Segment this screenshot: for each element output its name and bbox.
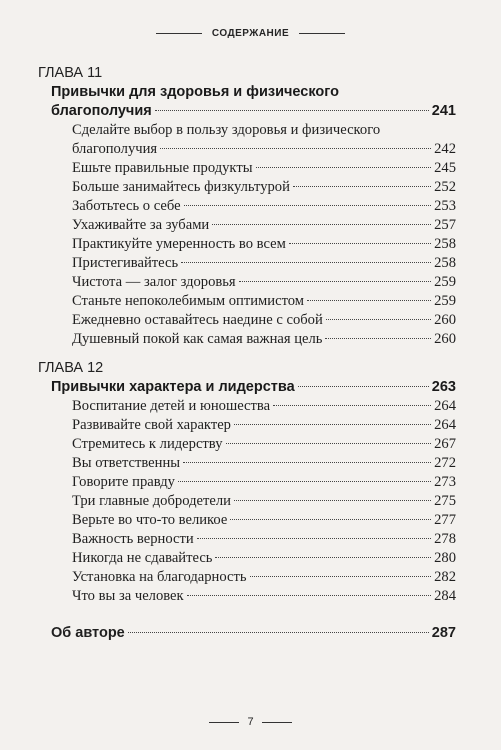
toc-entry[interactable]: [72, 511, 456, 530]
toc-entry[interactable]: [72, 273, 456, 292]
toc-entry-title: Заботьтесь о себе: [72, 198, 181, 214]
chapter-12-title[interactable]: [51, 378, 456, 397]
toc-entry-page: 253: [434, 198, 456, 214]
leader-dots: [181, 262, 431, 263]
footer-rule-left: [209, 722, 239, 723]
chapter-11-page: 241: [431, 103, 456, 119]
toc-entry[interactable]: [72, 235, 456, 254]
toc-entry-title: Верьте во что-то великое: [72, 512, 228, 528]
leader-dots: [293, 186, 431, 187]
toc-entry-page: 275: [434, 493, 456, 509]
toc-entry-title: Стремитесь к лидерству: [72, 436, 223, 452]
chapter-11-title[interactable]: [51, 83, 456, 121]
toc-entry-page: 284: [434, 588, 456, 604]
chapter-11-title-line2: благополучия: [51, 103, 152, 119]
toc-entry-title: Ухаживайте за зубами: [72, 217, 210, 233]
chapter-11-title-line1: Привычки для здоровья и физического: [51, 84, 339, 100]
toc-entry-title: благополучия: [72, 141, 158, 157]
toc-entry-page: 272: [434, 455, 456, 471]
toc-entry[interactable]: [72, 454, 456, 473]
toc-entry-page: 267: [434, 436, 456, 452]
chapter-11-label: ГЛАВА 11: [38, 65, 103, 81]
toc-entry[interactable]: [72, 530, 456, 549]
leader-dots: [197, 538, 431, 539]
toc-entry-page: 260: [434, 331, 456, 347]
footer-rule-right: [262, 722, 292, 723]
toc-entry-title: Установка на благодарность: [72, 569, 247, 585]
toc-entry-page: 242: [434, 141, 456, 157]
leader-dots: [250, 576, 432, 577]
toc-entry-title: Важность верности: [72, 531, 194, 547]
toc-entry-page: 264: [434, 417, 456, 433]
toc-entry[interactable]: [72, 216, 456, 235]
leader-dots: [273, 405, 431, 406]
toc-entry-page: 282: [434, 569, 456, 585]
toc-entry-title: Чистота — залог здоровья: [72, 274, 236, 290]
toc-entry-title: Три главные добродетели: [72, 493, 231, 509]
toc-entry-page: 278: [434, 531, 456, 547]
leader-dots: [178, 481, 431, 482]
toc-entry-page: 264: [434, 398, 456, 414]
chapter-12-title-text: Привычки характера и лидерства: [51, 379, 295, 395]
toc-entry-page: 260: [434, 312, 456, 328]
toc-entry[interactable]: [72, 435, 456, 454]
toc-entry-page: 259: [434, 274, 456, 290]
toc-entry[interactable]: [72, 254, 456, 273]
running-header: [0, 28, 501, 39]
toc-entry-page: 257: [434, 217, 456, 233]
header-title: СОДЕРЖАНИЕ: [211, 28, 290, 39]
toc-entry[interactable]: [72, 121, 456, 159]
leader-dots: [215, 557, 431, 558]
toc-entry-page: 273: [434, 474, 456, 490]
toc-entry-title: Пристегивайтесь: [72, 255, 179, 271]
toc-entry-page: 252: [434, 179, 456, 195]
leader-dots: [128, 632, 429, 633]
page-footer: [0, 716, 501, 728]
toc-entry-title: Душевный покой как самая важная цель: [72, 331, 323, 347]
toc-entry[interactable]: [72, 549, 456, 568]
toc-entry-page: 280: [434, 550, 456, 566]
leader-dots: [184, 205, 432, 206]
leader-dots: [160, 148, 431, 149]
leader-dots: [234, 424, 431, 425]
toc-entry[interactable]: [72, 330, 456, 349]
leader-dots: [289, 243, 431, 244]
toc-entry-page: 258: [434, 236, 456, 252]
toc-entry-page: 258: [434, 255, 456, 271]
toc-entry[interactable]: [72, 197, 456, 216]
leader-dots: [234, 500, 431, 501]
toc-entry-title: Ежедневно оставайтесь наедине с собой: [72, 312, 323, 328]
toc-entry-title: Ешьте правильные продукты: [72, 160, 253, 176]
leader-dots: [307, 300, 431, 301]
leader-dots: [187, 595, 431, 596]
toc-entry[interactable]: [72, 397, 456, 416]
toc-entry-page: 277: [434, 512, 456, 528]
toc-entry-title: Практикуйте умеренность во всем: [72, 236, 286, 252]
header-rule-right: [299, 33, 345, 34]
toc-entry-title: Развивайте свой характер: [72, 417, 231, 433]
leader-dots: [155, 110, 429, 111]
leader-dots: [326, 319, 431, 320]
leader-dots: [325, 338, 431, 339]
leader-dots: [256, 167, 432, 168]
toc-entry-title: Вы ответственны: [72, 455, 181, 471]
toc-entry-title: Станьте непоколебимым оптимистом: [72, 293, 305, 309]
toc-entry[interactable]: [72, 416, 456, 435]
toc-entry-page: 245: [434, 160, 456, 176]
toc-entry-page: 259: [434, 293, 456, 309]
about-author-page: 287: [431, 625, 456, 641]
toc-entry[interactable]: [72, 587, 456, 606]
toc-entry-title: Говорите правду: [72, 474, 175, 490]
leader-dots: [230, 519, 431, 520]
leader-dots: [183, 462, 431, 463]
about-author-title: Об авторе: [51, 625, 125, 641]
chapter-12-page: 263: [431, 379, 456, 395]
toc-entry-title: Что вы за человек: [72, 588, 184, 604]
toc-entry[interactable]: [72, 292, 456, 311]
about-author-entry[interactable]: [51, 624, 456, 643]
toc-entry-title: Воспитание детей и юношества: [72, 398, 271, 414]
header-rule-left: [156, 33, 202, 34]
toc-entry[interactable]: [72, 473, 456, 492]
toc-entry[interactable]: [72, 159, 456, 178]
toc-entry[interactable]: [72, 178, 456, 197]
toc-entry-title-line1: Сделайте выбор в пользу здоровья и физического: [72, 122, 381, 138]
toc-entry-title: Больше занимайтесь физкультурой: [72, 179, 290, 195]
toc-entry[interactable]: [72, 568, 456, 587]
page-number: 7: [247, 716, 254, 728]
leader-dots: [212, 224, 431, 225]
toc-entry[interactable]: [72, 492, 456, 511]
toc-entry[interactable]: [72, 311, 456, 330]
chapter-12-label: ГЛАВА 12: [38, 360, 104, 376]
leader-dots: [298, 386, 429, 387]
leader-dots: [239, 281, 431, 282]
leader-dots: [226, 443, 432, 444]
toc-entry-title: Никогда не сдавайтесь: [72, 550, 213, 566]
